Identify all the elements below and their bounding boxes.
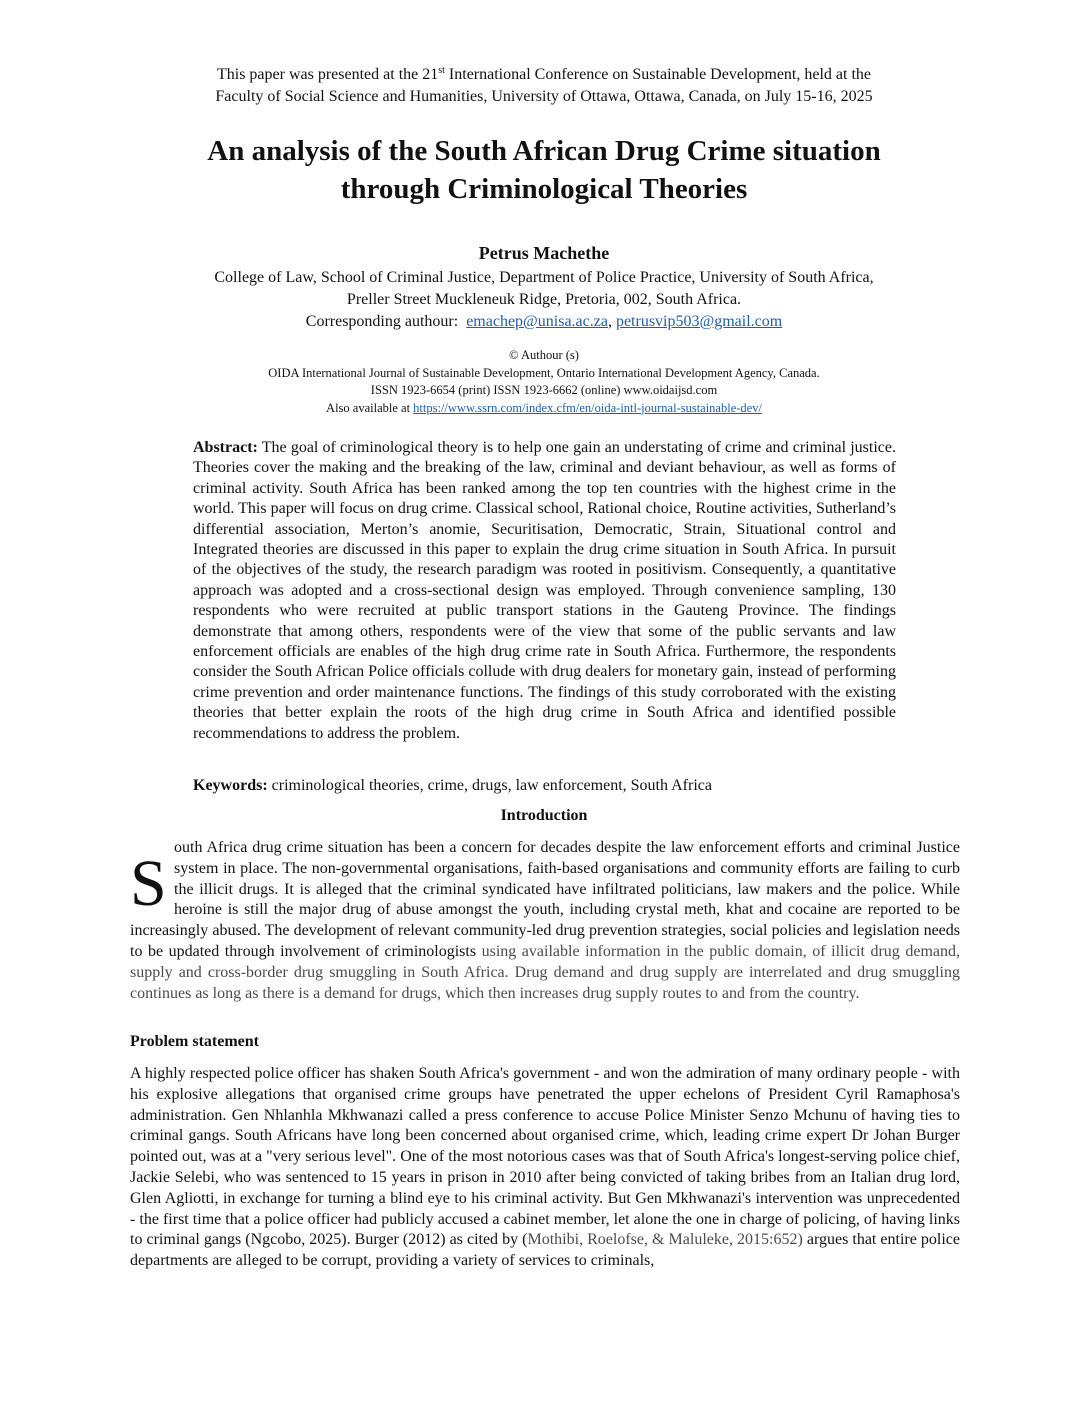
availability-line: Also available at https://www.ssrn.com/index.cfm/en/oida-intl-journal-sustainable-dev/ <box>326 400 762 415</box>
abstract-text: The goal of criminological theory is to help one gain an understating of crime and criminal justice. Theories cover the making and the breaking of the law, criminal and deviant behaviour, as well as forms of criminal activity. South Africa has been ranked among the top ten countries with the highest crime in the world. This paper will focus on drug crime. Classical school, Rational choice, Routine activities, Sutherland’s differential association, Merton’s anomie, Securitisation, Democratic, Strain, Situational control and Integrated theories are discussed in this paper to explain the drug crime situation in South Africa. In pursuit of the objectives of the study, the research paradigm was rooted in positivism. Consequently, a quantitative approach was adopted and a cross-sectional design was employed. Through convenience sampling, 130 respondents who were recruited at public transport stations in the Gauteng Province. The findings demonstrate that among others, respondents were of the view that some of the public servants and law enforcement officials are enables of the high drug crime rate in South Africa. Furthermore, the respondents consider the South African Police officials collude with drug dealers for monetary gain, instead of performing crime prevention and order maintenance functions. The findings of this study corroborated with the existing theories that better explain the roots of the high drug crime in South Africa and identified possible recommendations to address the problem. <box>193 439 896 742</box>
corresponding-author: Corresponding authour: emachep@unisa.ac.za, petrusvip503@gmail.com <box>305 313 783 330</box>
email-link-1[interactable]: emachep@unisa.ac.za <box>466 313 608 330</box>
introduction-text: outh Africa drug crime situation has been a concern for decades despite the law enforcement efforts and criminal Justice system in place. The non-governmental organisations, faith-based organisations and community efforts are failing to curb the illicit drugs. It is alleged that the criminal syndicated have infiltrated politicians, law makers and the police. While heroine is still the major drug of abuse amongst the youth, including crystal meth, khat and cocaine are reported to be increasingly abused. The development of relevant community-led drug prevention strategies, social policies and legislation needs to be updated through involvement of criminologists <box>130 839 960 960</box>
abstract <box>193 438 896 744</box>
affiliation-line-1: College of Law, School of Criminal Justice, Department of Police Practice, University of South Africa, <box>214 269 874 286</box>
author-name: Petrus Machethe <box>478 243 610 263</box>
problem-citation: Mothibi, Roelofse, & Maluleke, 2015:652) <box>527 1231 803 1249</box>
journal-line: OIDA International Journal of Sustainable Development, Ontario International Development Agency, Canada. <box>268 365 820 380</box>
conference-note <box>130 64 958 108</box>
publication-info <box>130 347 958 417</box>
drop-cap: S <box>130 847 167 920</box>
problem-statement-body <box>130 1064 960 1272</box>
problem-statement-heading: Problem statement <box>130 1033 259 1050</box>
keywords-text: criminological theories, crime, drugs, law enforcement, South Africa <box>271 777 712 794</box>
keywords <box>193 776 896 796</box>
issn-line: ISSN 1923-6654 (print) ISSN 1923-6662 (online) www.oidaijsd.com <box>370 383 718 397</box>
conference-note-line2: Faculty of Social Science and Humanities, University of Ottawa, Ottawa, Canada, on July 15-16, 2025 <box>215 88 873 105</box>
ordinal-superscript: st <box>438 65 445 76</box>
introduction-heading: Introduction <box>500 807 588 824</box>
author-affiliation <box>130 267 958 333</box>
introduction-body <box>130 838 960 1004</box>
introduction-text-grey: using available information in the public domain, of illicit drug demand, supply and cross-border drug smuggling in South Africa. Drug demand and drug supply are interrelated and drug smuggling continues as long as there is a demand for drugs, which then increases drug supply routes to and from the country. <box>130 942 960 1002</box>
abstract-label: Abstract: <box>193 439 258 456</box>
problem-text-end: argues that entire police departments are alleged to be corrupt, providing a variety of services to criminals, <box>130 1231 960 1270</box>
title-line-1: An analysis of the South African Drug Crime situation <box>207 135 881 167</box>
email-link-2[interactable]: petrusvip503@gmail.com <box>615 313 783 330</box>
problem-text: A highly respected police officer has shaken South Africa's government - and won the admiration of many ordinary people - with his explosive allegations that organised crime groups have penetrated the upper echelons of President Cyril Ramaphosa's administration. Gen Nhlanhla Mkhwanazi called a press conference to accuse Police Minister Senzo Mchunu of having ties to criminal gangs. South Africans have long been concerned about organised crime, which, leading crime expert Dr Johan Burger pointed out, was at a "very serious level". One of the most notorious cases was that of South Africa's longest-serving police chief, Jackie Selebi, who was sentenced to 15 years in prison in 2010 after being convicted of taking bribes from an Italian drug lord, Glen Agliotti, in exchange for turning a blind eye to his criminal activity. But Gen Mkhwanazi's intervention was unprecedented - the first time that a police officer had publicly accused a cabinet member, let alone the one in charge of policing, of having links to criminal gangs (Ngcobo, 2025). Burger (2012) as cited by ( <box>130 1065 960 1249</box>
ssrn-link[interactable]: https://www.ssrn.com/index.cfm/en/oida-intl-journal-sustainable-dev/ <box>413 400 762 415</box>
affiliation-line-2: Preller Street Muckleneuk Ridge, Pretoria, 002, South Africa. <box>346 291 742 308</box>
keywords-label: Keywords: <box>193 777 268 794</box>
paper-title <box>110 132 978 208</box>
copyright-line: © Authour (s) <box>509 348 579 362</box>
conference-note-line1: This paper was presented at the 21st International Conference on Sustainable Development, held at the <box>216 65 871 83</box>
corresponding-label: Corresponding authour: <box>305 313 459 330</box>
title-line-2: through Criminological Theories <box>340 173 748 205</box>
